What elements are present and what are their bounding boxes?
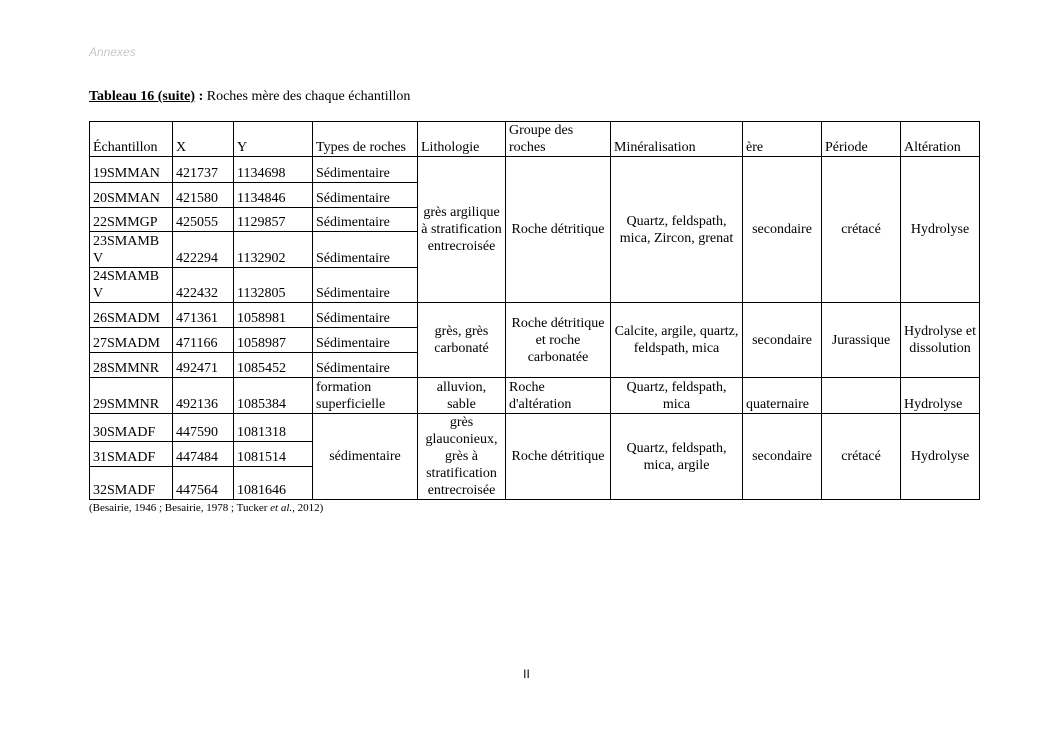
column-header-ere: ère [743,122,822,157]
cell-y: 1132805 [234,268,313,303]
cell-groupe: Roche détritique et roche carbonatée [506,303,611,378]
table-row [90,414,980,442]
cell-sample: 29SMMNR [90,378,173,414]
cell-lithologie: grès glauconieux, grès à stratification entrecroisée [418,414,506,500]
column-header-echantillon: Échantillon [90,122,173,157]
cell-periode: Jurassique [822,303,901,378]
cell-y: 1134846 [234,183,313,208]
column-header-alteration: Altération [901,122,980,157]
cell-periode: crétacé [822,414,901,500]
cell-periode [822,378,901,414]
cell-type: Sédimentaire [313,232,418,268]
cell-sample: 20SMMAN [90,183,173,208]
column-header-periode: Période [822,122,901,157]
cell-y: 1081646 [234,467,313,500]
column-header-types: Types de roches [313,122,418,157]
cell-y: 1085452 [234,353,313,378]
cell-x: 471166 [173,328,234,353]
cell-y: 1081514 [234,442,313,467]
cell-sample: 31SMADF [90,442,173,467]
caption-label: Tableau 16 (suite) [89,89,196,104]
caption-colon: : [195,89,204,104]
cell-y: 1132902 [234,232,313,268]
table-row [90,303,980,328]
cell-sample: 24SMAMB V [90,268,173,303]
source-text-italic: et al. [270,502,293,514]
cell-x: 447484 [173,442,234,467]
cell-lithologie: grès argilique à stratification entrecroisée [418,157,506,303]
cell-periode: crétacé [822,157,901,303]
cell-type: Sédimentaire [313,328,418,353]
column-header-x: X [173,122,234,157]
cell-mineralisation: Quartz, feldspath, mica, Zircon, grenat [611,157,743,303]
cell-x: 425055 [173,208,234,232]
cell-x: 447590 [173,414,234,442]
cell-x: 471361 [173,303,234,328]
cell-x: 421737 [173,157,234,183]
cell-mineralisation: Quartz, feldspath, mica, argile [611,414,743,500]
cell-type: Sédimentaire [313,208,418,232]
cell-y: 1085384 [234,378,313,414]
cell-sample: 22SMMGP [90,208,173,232]
cell-alteration: Hydrolyse [901,378,980,414]
cell-mineralisation: Calcite, argile, quartz, feldspath, mica [611,303,743,378]
cell-x: 422432 [173,268,234,303]
table-row [90,157,980,183]
cell-x: 447564 [173,467,234,500]
table-header-row [90,122,980,157]
cell-sample: 26SMADM [90,303,173,328]
cell-type: sédimentaire [313,414,418,500]
caption-text: Roches mère des chaque échantillon [203,89,411,104]
source-citation [89,502,323,514]
cell-sample: 19SMMAN [90,157,173,183]
column-header-mineralisation: Minéralisation [611,122,743,157]
cell-x: 492136 [173,378,234,414]
page-number: II [523,667,530,681]
column-header-y: Y [234,122,313,157]
cell-alteration: Hydrolyse [901,414,980,500]
cell-mineralisation: Quartz, feldspath, mica [611,378,743,414]
cell-y: 1058987 [234,328,313,353]
cell-lithologie: grès, grès carbonaté [418,303,506,378]
source-text-before: (Besairie, 1946 ; Besairie, 1978 ; Tucker [89,502,271,514]
running-header: Annexes [89,45,136,59]
cell-sample: 23SMAMB V [90,232,173,268]
cell-sample: 30SMADF [90,414,173,442]
column-header-lithologie: Lithologie [418,122,506,157]
cell-y: 1134698 [234,157,313,183]
table-caption [89,89,410,105]
cell-type: formation superficielle [313,378,418,414]
cell-alteration: Hydrolyse et dissolution [901,303,980,378]
cell-groupe: Roche d'altération [506,378,611,414]
cell-sample: 28SMMNR [90,353,173,378]
cell-y: 1058981 [234,303,313,328]
cell-ere: secondaire [743,414,822,500]
cell-type: Sédimentaire [313,303,418,328]
cell-type: Sédimentaire [313,157,418,183]
cell-groupe: Roche détritique [506,414,611,500]
cell-ere: secondaire [743,157,822,303]
cell-type: Sédimentaire [313,183,418,208]
cell-y: 1081318 [234,414,313,442]
cell-sample: 27SMADM [90,328,173,353]
cell-y: 1129857 [234,208,313,232]
cell-x: 422294 [173,232,234,268]
table-row [90,378,980,414]
cell-x: 421580 [173,183,234,208]
cell-lithologie: alluvion, sable [418,378,506,414]
cell-sample: 32SMADF [90,467,173,500]
cell-type: Sédimentaire [313,268,418,303]
source-text-after: , 2012) [292,502,324,514]
cell-ere: secondaire [743,303,822,378]
rock-samples-table [89,121,980,500]
cell-ere: quaternaire [743,378,822,414]
cell-x: 492471 [173,353,234,378]
cell-groupe: Roche détritique [506,157,611,303]
column-header-groupe: Groupe des roches [506,122,611,157]
cell-alteration: Hydrolyse [901,157,980,303]
cell-type: Sédimentaire [313,353,418,378]
